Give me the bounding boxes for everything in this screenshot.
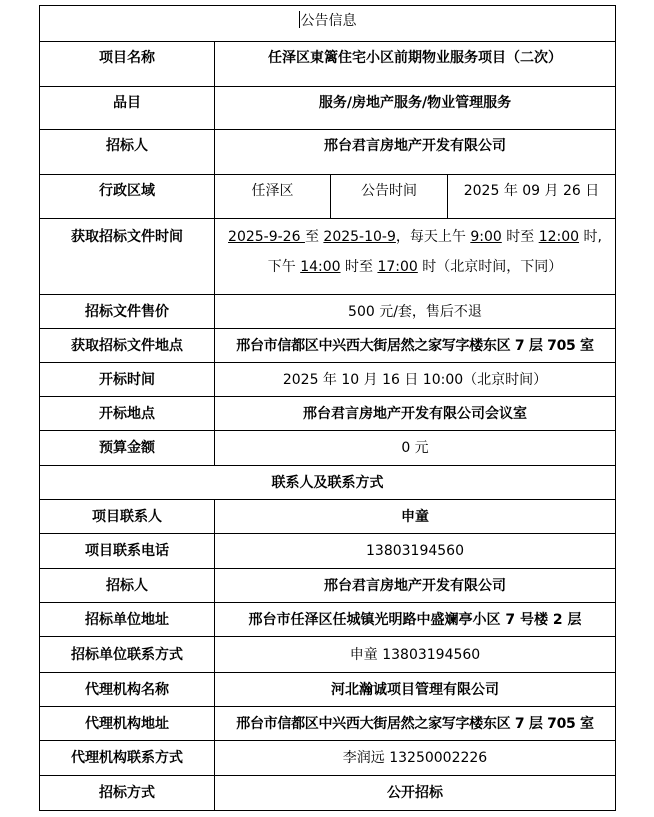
label-contact-tenderer: 招标人 [40,569,215,603]
label-project-name: 项目名称 [40,42,215,87]
label-open-time: 开标时间 [40,363,215,397]
value-tenderer-address: 邢台市任泽区任城镇光明路中盛斓亭小区 7 号楼 2 层 [215,603,616,637]
table-row-project-contact [40,500,616,534]
value-notice-time: 2025 年 09 月 26 日 [448,175,616,219]
value-project-contact: 申童 [215,500,616,534]
table-row-budget [40,431,616,466]
doc-time-line-1 [217,227,613,247]
label-doc-place: 获取招标文件地点 [40,329,215,363]
table-row-tenderer [40,130,616,175]
label-tenderer-contact: 招标单位联系方式 [40,637,215,673]
label-doc-price: 招标文件售价 [40,295,215,329]
value-agency-address: 邢台市信都区中兴西大街居然之家写字楼东区 7 层 705 室 [215,707,616,741]
table-row-bid-method [40,776,616,811]
label-open-place: 开标地点 [40,397,215,431]
table-row-tenderer-contact [40,637,616,673]
doc-time-to: 至 [304,229,324,245]
value-doc-price: 500 元/套，售后不退 [215,295,616,329]
doc-time-pm-prefix: 下午 [267,259,301,275]
label-project-contact: 项目联系人 [40,500,215,534]
value-project-phone: 13803194560 [215,534,616,569]
label-tenderer-address: 招标单位地址 [40,603,215,637]
table-row-tenderer-address [40,603,616,637]
value-category: 服务/房地产服务/物业管理服务 [215,87,616,130]
value-tenderer-contact: 申童 13803194560 [215,637,616,673]
label-budget: 预算金额 [40,431,215,466]
pm-end: 17:00 [377,259,418,275]
section-title-text: 公告信息 [300,13,357,29]
table-row-agency-address [40,707,616,741]
table-row-open-time [40,363,616,397]
table-row-region [40,175,616,219]
doc-time-daily-am: ，每天上午 [395,229,471,245]
table-row-agency-contact [40,741,616,776]
table-row-doc-time [40,219,616,295]
label-project-phone: 项目联系电话 [40,534,215,569]
text-cursor-icon [299,11,300,28]
contact-section-title-row [40,466,616,500]
value-budget: 0 元 [215,431,616,466]
value-contact-tenderer: 邢台君言房地产开发有限公司 [215,569,616,603]
value-open-place: 邢台君言房地产开发有限公司会议室 [215,397,616,431]
am-end: 12:00 [538,229,580,245]
value-project-name: 任泽区東篱住宅小区前期物业服务项目（二次） [215,42,616,87]
doc-time-suffix-1: 时, [579,229,602,245]
table-row-open-place [40,397,616,431]
label-region: 行政区域 [40,175,215,219]
label-tenderer: 招标人 [40,130,215,175]
doc-time-suffix-2: 时（北京时间，下同） [417,259,563,275]
section-title [40,6,616,42]
table-row-agency-name [40,673,616,707]
doc-time-to-2: 时至 [501,229,539,245]
label-notice-time: 公告时间 [331,175,448,219]
label-doc-time: 获取招标文件时间 [40,219,215,295]
table-row-project-phone [40,534,616,569]
value-doc-place: 邢台市信都区中兴西大街居然之家写字楼东区 7 层 705 室 [215,329,616,363]
table-title-row [40,6,616,42]
pm-start: 14:00 [300,259,341,275]
label-agency-contact: 代理机构联系方式 [40,741,215,776]
value-bid-method: 公开招标 [215,776,616,811]
value-doc-time [215,219,616,295]
value-region: 任泽区 [215,175,331,219]
doc-time-line-2 [217,257,613,277]
value-tenderer: 邢台君言房地产开发有限公司 [215,130,616,175]
label-agency-address: 代理机构地址 [40,707,215,741]
am-start: 9:00 [470,229,502,245]
table-row-project-name [40,42,616,87]
table-row-doc-place [40,329,616,363]
table-row-contact-tenderer [40,569,616,603]
doc-end-date: 2025-10-9 [323,229,396,245]
label-agency-name: 代理机构名称 [40,673,215,707]
announcement-table [39,5,616,811]
value-agency-contact: 李润远 13250002226 [215,741,616,776]
table-row-doc-price [40,295,616,329]
table-row-category [40,87,616,130]
doc-start-date: 2025-9-26 [228,229,305,245]
value-open-time: 2025 年 10 月 16 日 10:00（北京时间） [215,363,616,397]
doc-time-to-3: 时至 [340,259,378,275]
contact-section-title: 联系人及联系方式 [40,466,616,500]
label-category: 品目 [40,87,215,130]
label-bid-method: 招标方式 [40,776,215,811]
value-agency-name: 河北瀚诚项目管理有限公司 [215,673,616,707]
